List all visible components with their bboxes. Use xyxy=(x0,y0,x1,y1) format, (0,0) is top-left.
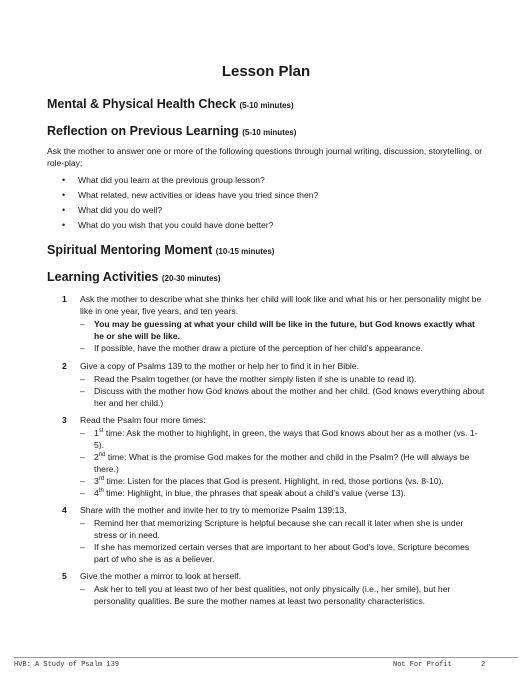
dash-icon: – xyxy=(80,542,85,552)
sub-item: Read the Psalm together (or have the mother simply listen if she is unable to read it). xyxy=(94,374,417,384)
reflection-heading: Reflection on Previous Learning (5-10 minutes) xyxy=(47,124,297,138)
health-check-heading: Mental & Physical Health Check (5-10 minutes) xyxy=(47,97,294,111)
sub-item: 1st time: Ask the mother to highlight, in green, the ways that God knows about her as a mother (vs. 1-5). xyxy=(94,428,478,450)
dash-icon: – xyxy=(80,343,85,353)
document-page: Lesson Plan Mental & Physical Health Check (5-10 minutes) Reflection on Previous Learning (5-10 minutes) Ask the mother to answer one or more of the following questions through journal writing, discussion, storytelling, or role-play: • What did you learn at the previous group lesson? • What related, new activities or ideas have you tried since then? • What did you do well? • What do you wish that you could have done better? Spiritual Mentoring Moment (10-15 minutes) Learning Activities (20-30 minutes) 1 Ask the mother to describe what she thinks her child will look like and what his or her personality might be like in one year, five years, and ten years. – You may be guessing at what your child will be like in the future, but God knows exactly what he or she will be like. – If possible, have the mother draw a picture of the perception of her child's appearance. 2 Give a copy of Psalms 139 to the mother or help her to find it in her Bible. – Read the Psalm together (or have the mother simply listen if she is unable to read it). – Discuss with the mother how God knows about the mother and her child. (God knows everything about her and her child.) 3 Read the Psalm four more times: – 1st time: Ask the mother to highlight, in green, the ways that God knows about her as a mother (vs. 1-5). – 2nd time: What is the promise God makes for the mother and child in the Psalm? (He will always be there.) – 3rd time: Listen for the places that God is present. Highlight, in red, those portions (vs. 8-10). – 4th time: Highlight, in blue, the phrases that speak about a child's value (verse 13). 4 Share with the mother and invite her to try to memorize Psalm 139:13. – Remind her that memorizing Scripture is helpful because she can recall it later when she is under stress or in need. – If she has memorized certain verses that are important to her about God's love, Scripture becomes part of who she is as a believer. 5 Give the mother a mirror to look at herself. – Ask her to tell you at least two of her best qualities, not only physically (i.e., her smile), but her personality qualities. Be sure the mother names at least two personality characteristics. HVB: A Study of Psalm 139 Not For Profit 2 xyxy=(0,0,532,688)
item-number: 1 xyxy=(62,294,67,304)
sub-item: You may be guessing at what your child will be like in the future, but God knows exactly what he or she will be like. xyxy=(94,319,475,341)
sub-item: Ask her to tell you at least two of her best qualities, not only physically (i.e., her smile), but her personality qualities. Be sure the mother names at least two personality characteristics. xyxy=(94,584,451,606)
bullet-icon: • xyxy=(62,175,66,185)
sub-item: 3rd time: Listen for the places that God is present. Highlight, in red, those portions (vs. 8-10). xyxy=(94,476,444,486)
item-number: 5 xyxy=(62,571,67,581)
dash-icon: – xyxy=(80,584,85,594)
sub-item: 4th time: Highlight, in blue, the phrases that speak about a child's value (verse 13). xyxy=(94,488,406,498)
item-text: Share with the mother and invite her to try to memorize Psalm 139:13. xyxy=(80,505,347,515)
dash-icon: – xyxy=(80,386,85,396)
dash-icon: – xyxy=(80,319,85,329)
dash-icon: – xyxy=(80,488,85,498)
learning-duration: (20-30 minutes) xyxy=(161,274,221,283)
reflection-duration: (5-10 minutes) xyxy=(242,128,297,137)
sub-item: If possible, have the mother draw a picture of the perception of her child's appearance. xyxy=(94,343,423,353)
dash-icon: – xyxy=(80,374,85,384)
learning-heading: Learning Activities (20-30 minutes) xyxy=(47,270,221,284)
item-text: Give the mother a mirror to look at herself. xyxy=(80,571,241,581)
page-number: 2 xyxy=(481,661,486,669)
footer-center: Not For Profit xyxy=(393,661,452,669)
item-number: 2 xyxy=(62,361,67,371)
dash-icon: – xyxy=(80,518,85,528)
bullet-icon: • xyxy=(62,220,66,230)
dash-icon: – xyxy=(80,428,85,438)
spiritual-duration: (10-15 minutes) xyxy=(215,247,275,256)
footer-left: HVB: A Study of Psalm 139 xyxy=(14,661,120,669)
page-title: Lesson Plan xyxy=(221,63,311,80)
dash-icon: – xyxy=(80,452,85,462)
item-number: 4 xyxy=(62,505,67,515)
sub-item: Discuss with the mother how God knows about the mother and her child. (God knows everything about her and her child.) xyxy=(94,386,485,408)
item-text: Give a copy of Psalms 139 to the mother or help her to find it in her Bible. xyxy=(80,361,359,371)
item-number: 3 xyxy=(62,415,67,425)
sub-item: Remind her that memorizing Scripture is helpful because she can recall it later when she is under stress or in need. xyxy=(94,518,464,540)
sub-item: 2nd time: What is the promise God makes for the mother and child in the Psalm? (He will always be there.) xyxy=(94,452,470,474)
sub-item: If she has memorized certain verses that are important to her about God's love, Scripture becomes part of who she is as a believer. xyxy=(94,542,470,564)
reflection-intro: Ask the mother to answer one or more of the following questions through journal writing, discussion, storytelling, or role-play: xyxy=(47,146,483,168)
item-text: Ask the mother to describe what she thinks her child will look like and what his or her personality might be like in one year, five years, and ten years. xyxy=(80,294,482,316)
health-check-duration: (5-10 minutes) xyxy=(239,101,294,110)
dash-icon: – xyxy=(80,476,85,486)
footer-divider xyxy=(14,657,518,658)
bullet-icon: • xyxy=(62,190,66,200)
item-text: Read the Psalm four more times: xyxy=(80,415,206,425)
bullet-icon: • xyxy=(62,205,66,215)
spiritual-heading: Spiritual Mentoring Moment (10-15 minutes) xyxy=(47,243,275,257)
